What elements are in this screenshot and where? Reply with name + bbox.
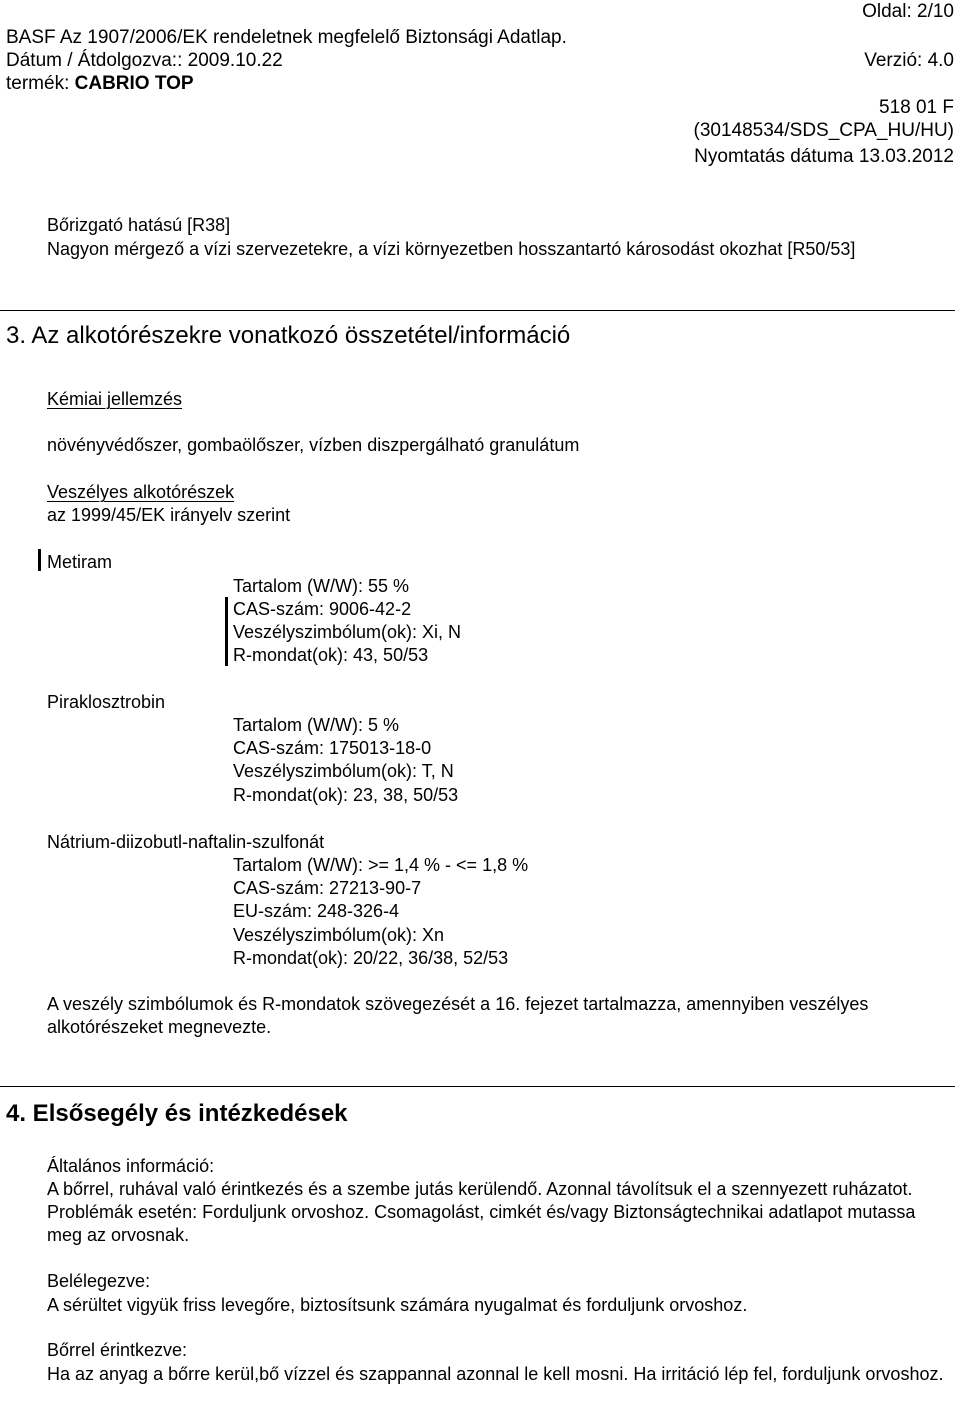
skin-contact-text: Ha az anyag a bőrre kerül,bő vízzel és szappannal azonnal le kell mosni. Ha irritáció lép fel, forduljunk orvoshoz. — [47, 1364, 944, 1384]
print-date: Nyomtatás dátuma 13.03.2012 — [694, 146, 954, 167]
change-bar — [38, 549, 41, 571]
general-info-label: Általános információ: — [47, 1156, 215, 1176]
component-eu-number: EU-szám: 248-326-4 — [233, 901, 400, 921]
skin-contact-label: Bőrrel érintkezve: — [47, 1340, 188, 1360]
general-info-text: A bőrrel, ruhával való érintkezés és a szembe jutás kerülendő. Azonnal távolítsuk el a szennyezett ruházatot. Problémák esetén: Forduljunk orvoshoz. Csomagolást, cimkét és/vagy Biztonságtechnikai adatlapot mutassa meg az orvosnak. — [47, 1179, 916, 1245]
component-cas: CAS-szám: 27213-90-7 — [233, 878, 422, 898]
component-name: Piraklosztrobin — [47, 692, 166, 712]
inhalation-label: Belélegezve: — [47, 1271, 151, 1291]
product-name: CABRIO TOP — [74, 73, 194, 94]
page-number: Oldal: 2/10 — [862, 1, 954, 22]
hazard-phrase: Nagyon mérgező a vízi szervezetekre, a vízi környezetben hosszantartó károsodást okozhat [R50/53] — [47, 239, 856, 259]
component-symbols: Veszélyszimbólum(ok): Xi, N — [233, 622, 462, 642]
hazard-phrase: Bőrizgató hatású [R38] — [47, 215, 231, 235]
component-content: Tartalom (W/W): >= 1,4 % - <= 1,8 % — [233, 855, 529, 875]
change-bar — [225, 597, 228, 666]
component-content: Tartalom (W/W): 5 % — [233, 715, 400, 735]
component-cas: CAS-szám: 9006-42-2 — [233, 599, 412, 619]
version: Verzió: 4.0 — [864, 50, 954, 71]
product-line — [6, 72, 194, 95]
r-phrase-note: A veszély szimbólumok és R-mondatok szövegezését a 16. fejezet tartalmazza, amennyiben veszélyes alkotórészeket megnevezte. — [47, 994, 869, 1037]
hazardous-components-label: Veszélyes alkotórészek — [47, 482, 235, 502]
product-code: 518 01 F — [879, 97, 954, 118]
section-4-title: 4. Elsősegély és intézkedések — [6, 1100, 348, 1127]
chem-char-label: Kémiai jellemzés — [47, 389, 183, 409]
document-title: BASF Az 1907/2006/EK rendeletnek megfelelő Biztonsági Adatlap. — [6, 27, 567, 48]
section-divider — [0, 1086, 955, 1087]
directive-text: az 1999/45/EK irányelv szerint — [47, 505, 291, 525]
inhalation-text: A sérültet vigyük friss levegőre, biztosítsunk számára nyugalmat és forduljunk orvoshoz. — [47, 1295, 748, 1315]
component-symbols: Veszélyszimbólum(ok): Xn — [233, 925, 445, 945]
component-r-phrases: R-mondat(ok): 23, 38, 50/53 — [233, 785, 459, 805]
component-content: Tartalom (W/W): 55 % — [233, 576, 410, 596]
chem-char-text: növényvédőszer, gombaölőszer, vízben diszpergálható granulátum — [47, 435, 580, 455]
component-r-phrases: R-mondat(ok): 43, 50/53 — [233, 645, 429, 665]
sds-code: (30148534/SDS_CPA_HU/HU) — [693, 120, 954, 141]
section-divider — [0, 310, 955, 311]
component-symbols: Veszélyszimbólum(ok): T, N — [233, 761, 454, 781]
revision-date: Dátum / Átdolgozva:: 2009.10.22 — [6, 50, 283, 71]
component-name: Metiram — [47, 552, 113, 572]
component-r-phrases: R-mondat(ok): 20/22, 36/38, 52/53 — [233, 948, 509, 968]
section-3-title: 3. Az alkotórészekre vonatkozó összetétel/információ — [6, 322, 571, 349]
product-prefix: termék: — [6, 73, 75, 94]
component-name: Nátrium-diizobutl-naftalin-szulfonát — [47, 832, 325, 852]
component-cas: CAS-szám: 175013-18-0 — [233, 738, 432, 758]
